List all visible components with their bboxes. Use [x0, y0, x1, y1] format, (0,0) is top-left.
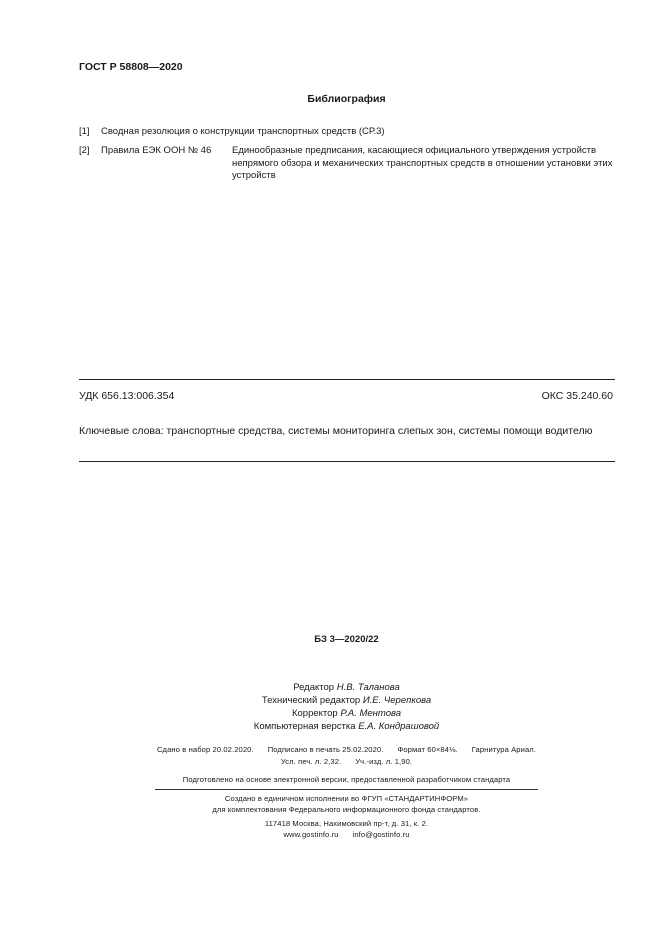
staff-tech-editor: Технический редактор И.Е. Черепкова [261, 695, 432, 706]
ref-number: [1] [79, 126, 90, 137]
ref-title: Правила ЕЭК ООН № 46 [101, 145, 212, 156]
ref-title: Сводная резолюция о конструкции транспортных средств (СР.3) [101, 126, 385, 137]
created-note-line2: для комплектования Федерального информационного фонда стандартов. [212, 805, 481, 814]
colophon-divider [155, 789, 538, 790]
website-link[interactable]: www.gostinfo.ru [283, 830, 339, 839]
bibliography-title: Библиография [307, 93, 386, 105]
publisher-address: 117418 Москва, Нахимовский пр-т, д. 31, к. 2. [264, 819, 429, 828]
bz-number: БЗ 3—2020/22 [314, 634, 379, 645]
staff-corrector: Корректор Р.А. Ментова [291, 708, 402, 719]
email-link[interactable]: info@gostinfo.ru [352, 830, 410, 839]
keywords: Ключевые слова: транспортные средства, системы мониторинга слепых зон, системы помощи водителю [79, 425, 593, 437]
staff-editor: Редактор Н.В. Таланова [293, 682, 400, 693]
divider-top [79, 379, 615, 380]
print-info-line1: Сдано в набор 20.02.2020. Подписано в печать 25.02.2020. Формат 60×84⅛. Гарнитура Ариал. [156, 745, 537, 754]
publisher-contacts [0, 830, 661, 839]
staff-layout: Компьютерная верстка Е.А. Кондрашовой [253, 721, 440, 732]
document-code: ГОСТ Р 58808—2020 [79, 61, 183, 73]
prepared-note: Подготовлено на основе электронной версии, предоставленной разработчиком стандарта [182, 775, 511, 784]
divider-bottom [79, 461, 615, 462]
ref-description: Единообразные предписания, касающиеся официального утверждения устройств непрямого обзора и механических транспортных средств в отношении установки этих устройств [232, 145, 613, 181]
created-note-line1: Создано в единичном исполнении во ФГУП «СТАНДАРТИНФОРМ» [224, 794, 469, 803]
udk-code: УДК 656.13:006.354 [79, 390, 175, 402]
ref-number: [2] [79, 145, 90, 156]
oks-code: ОКС 35.240.60 [541, 390, 613, 402]
print-info-line2: Усл. печ. л. 2,32. Уч.-изд. л. 1,90. [280, 757, 413, 766]
